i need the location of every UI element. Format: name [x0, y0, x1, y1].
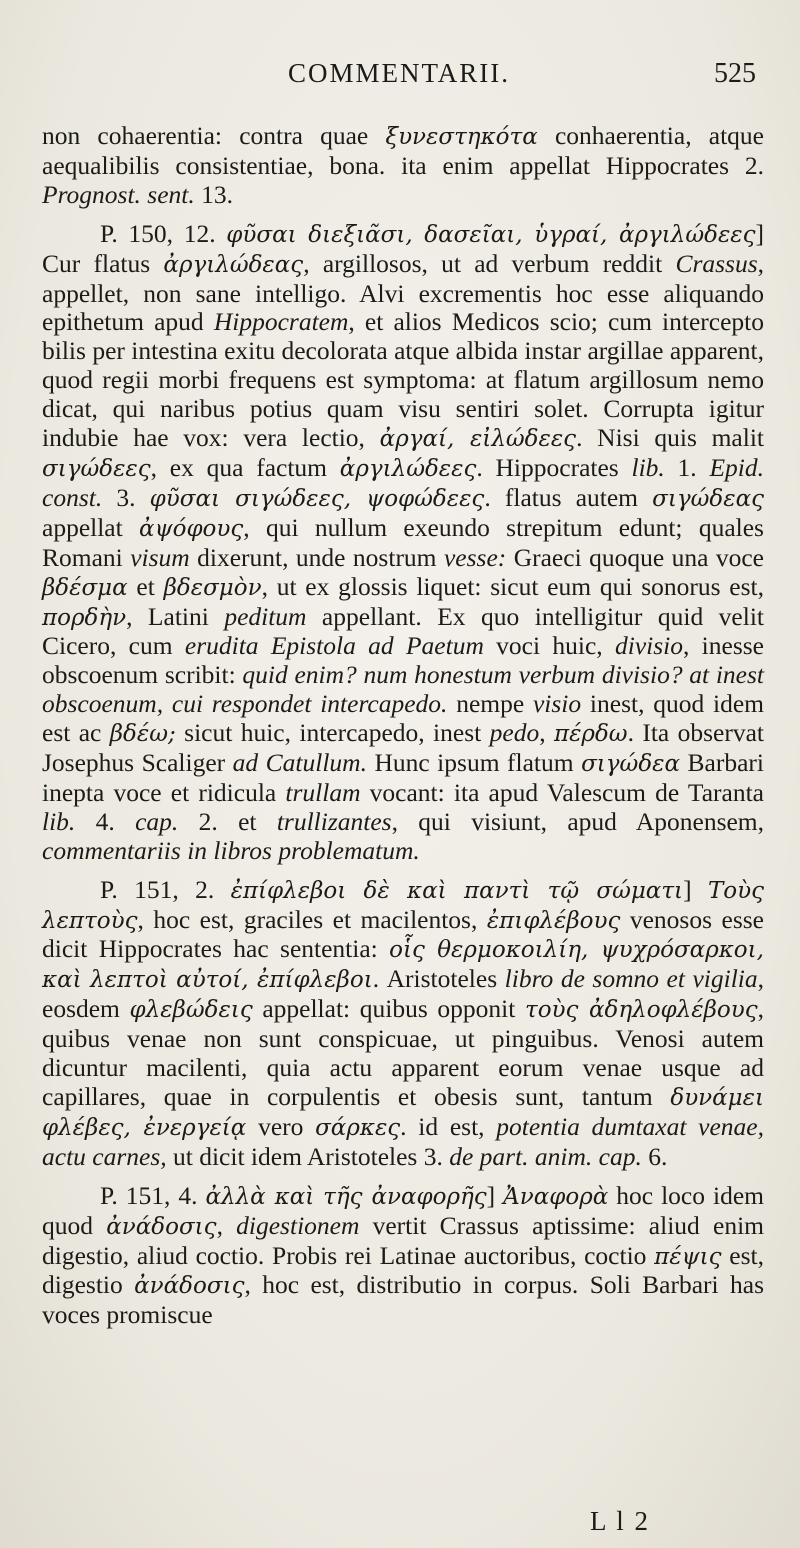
commentary-entry-150-12: P. 150, 12. φῦσαι διεξιᾶσι, δασεῖαι, ὑγραί, ἀργιλώδεες] Cur flatus ἀργιλώδεας, argillosos, ut ad verbum reddit Crassus, appellet, non sane intelligo. Alvi excrementis hoc esse aliquando epithetum apud Hippocratem, et alios Medicos scio; cum intercepto bilis per intestina exitu decolorata atque albida instar argillae apparent, quod regii morbi frequens est symptoma: at flatum argillosum nemo dicat, qui naribus potius quam visu sentiri solet. Corrupta igitur indubie hae vox: vera lectio, ἀργαί, εἰλώδεες. Nisi quis malit σιγώδεες, ex qua factum ἀργιλώδεες. Hippocrates lib. 1. Epid. const. 3. φῦσαι σιγώδεες, ψοφώδεες. flatus autem σιγώδεας appellat ἀψόφους, qui nullum exeundo strepitum edunt; quales Romani visum dixerunt, unde nostrum vesse: Graeci quoque una voce βδέσμα et βδεσμὸν, ut ex glossis liquet: sicut eum qui sonorus est, πορδὴν, Latini peditum appellant. Ex quo intelligitur quid velit Cicero, cum erudita Epistola ad Paetum voci huic, divisio, inesse obscoenum scribit: quid enim? num honestum verbum divisio? at inest obscoenum, cui respondet intercapedo. nempe visio inest, quod idem est ac βδέω; sicut huic, intercapedo, inest pedo, πέρδω. Ita observat Josephus Scaliger ad Catullum. Hunc ipsum flatum σιγώδεα Barbari inepta voce et ridicula trullam vocant: ita apud Valescum de Taranta lib. 4. cap. 2. et trullizantes, qui visiunt, apud Aponensem, commentariis in libros problematum. [42, 218, 765, 865]
greek-lemma: ἀλλὰ καὶ τῆς ἀναφορῆς [205, 1183, 487, 1210]
greek-lemma: φῦσαι διεξιᾶσι, δασεῖαι, ὑγραί, ἀργιλώδεες [226, 221, 756, 248]
running-title: COMMENTARII. [287, 58, 511, 88]
running-head [42, 58, 756, 94]
signature-mark: L l 2 [590, 1506, 650, 1536]
citation: Prognost. sent. [42, 179, 195, 209]
commentary-entry-151-2: P. 151, 2. ἐπίφλεβοι δὲ καὶ παντὶ τῷ σώματι] Τοὺς λεπτοὺς, hoc est, graciles et macilentos, ἐπιφλέβους venosos esse dicit Hippocrates hac sententia: οἷς θερμοκοιλίη, ψυχρόσαρκοι, καὶ λεπτοὶ αὐτοί, ἐπίφλεβοι. Aristoteles libro de somno et vigilia, eosdem φλεβώδεις appellat: quibus opponit τοὺς ἀδηλοφλέβους, quibus venae non sunt conspicuae, ut pinguibus. Venosi autem dicuntur macilenti, quia actu apparent eorum venae usque ad capillares, quae in corpulentis et obesis sunt, tantum δυνάμει φλέβες, ἐνεργείᾳ vero σάρκες. id est, potentia dumtaxat venae, actu carnes, ut dicit idem Aristoteles 3. de part. anim. cap. 6. [42, 874, 764, 1171]
paragraph-continuation: non cohaerentia: contra quae ξυνεστηκότα conhaerentia, atque aequalibilis consistentiae, bona. ita enim appellat Hippocrates 2. Prognost. sent. 13. [42, 121, 764, 209]
lemma-reference: P. 151, 4. [100, 1180, 206, 1210]
greek-lemma: ἐπίφλεβοι δὲ καὶ παντὶ τῷ σώματι [230, 877, 684, 904]
page-number: 525 [714, 58, 756, 89]
greek-term: ξυνεστηκότα [385, 124, 538, 150]
lemma-reference: P. 150, 12. [100, 218, 227, 248]
body-text [42, 122, 764, 1330]
lemma-reference: P. 151, 2. [100, 874, 231, 904]
commentary-entry-151-4: P. 151, 4. ἀλλὰ καὶ τῆς ἀναφορῆς] Ἀναφορὰ hoc loco idem quod ἀνάδοσις, digestionem vertit Crassus aptissime: aliud enim digestio, aliud coctio. Probis rei Latinae auctoribus, coctio πέψις est, digestio ἀνάδοσις, hoc est, distributio in corpus. Soli Barbari has voces promiscue [42, 1180, 765, 1330]
